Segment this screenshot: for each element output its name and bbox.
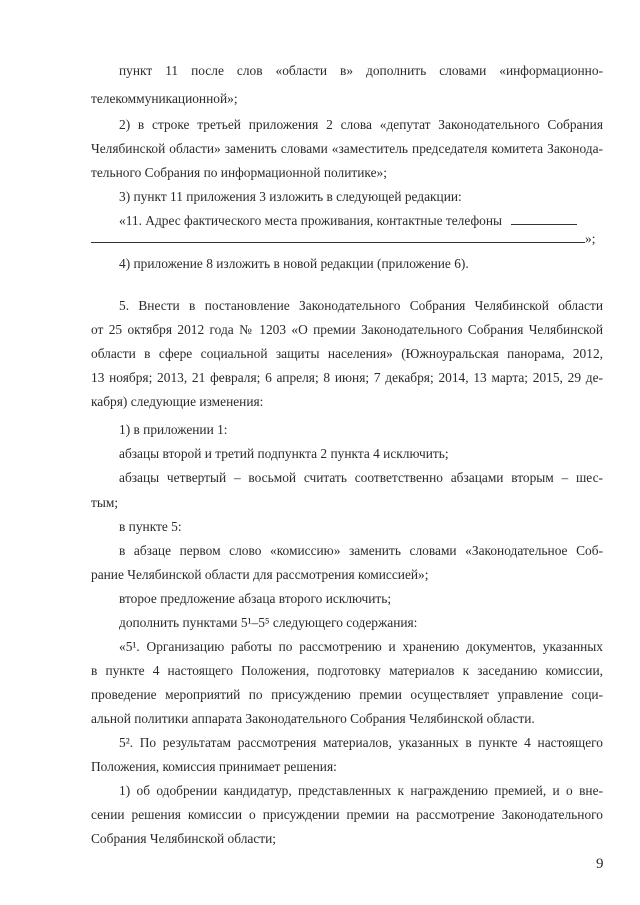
text-line: 1) об одобрении кандидатур, представленных к награждению премией, и о вне-: [119, 783, 603, 798]
text-line: телекоммуникационной»;: [91, 91, 238, 106]
text-line: рание Челябинской области для рассмотрения комиссией»;: [91, 567, 429, 582]
text-line: второе предложение абзаца второго исключить;: [119, 591, 392, 606]
blank-underline: [91, 230, 585, 243]
text-line: 13 ноября; 2013, 21 февраля; 6 апреля; 8 июня; 7 декабря; 2014, 13 марта; 2015, 29 де-: [91, 370, 603, 385]
text-line: 5. Внести в постановление Законодательного Собрания Челябинской области: [119, 298, 603, 313]
blank-underline: [511, 212, 577, 225]
text-line: в пункте 5:: [119, 519, 182, 534]
form-field-line: [91, 230, 595, 247]
text-line: Собрания Челябинской области;: [91, 831, 277, 846]
page-number: 9: [596, 856, 604, 872]
text-line: абзацы второй и третий подпункта 2 пункта 4 исключить;: [119, 446, 449, 461]
text-line: в абзаце первом слово «комиссию» заменить словами «Законодательное Соб-: [119, 543, 603, 558]
text-line: тым;: [91, 495, 119, 510]
form-field-line: [119, 212, 577, 229]
text-line: в пункте 4 настоящего Положения, подготовку материалов к заседанию комиссии,: [91, 663, 603, 678]
text-line: 1) в приложении 1:: [119, 422, 228, 437]
text-line: 2) в строке третьей приложения 2 слова «депутат Законодательного Собрания: [119, 117, 603, 132]
text-line: Челябинской области» заменить словами «заместитель председателя комитета Законода-: [91, 141, 603, 156]
text-line: дополнить пунктами 5¹–5⁵ следующего содержания:: [119, 615, 418, 630]
text-line: сении решения комиссии о присуждении премии на рассмотрение Законодательного: [91, 807, 603, 822]
text-line: абзацы четвертый – восьмой считать соответственно абзацами вторым – шес-: [119, 470, 603, 485]
text-line: кабря) следующие изменения:: [91, 394, 264, 409]
text-line: 5². По результатам рассмотрения материалов, указанных в пункте 4 настоящего: [119, 735, 603, 750]
text-line: 3) пункт 11 приложения 3 изложить в следующей редакции:: [119, 189, 462, 204]
form-field-label: «11. Адрес фактического места проживания, контактные телефоны: [119, 213, 502, 228]
text-line: проведение мероприятий по присуждению премии осуществляет управление соци-: [91, 687, 603, 702]
text-line: тельного Собрания по информационной политике»;: [91, 165, 387, 180]
text-line: «5¹. Организацию работы по рассмотрению и хранению документов, указанных: [119, 639, 603, 654]
text-line: от 25 октября 2012 года № 1203 «О премии Законодательного Собрания Челябинской: [91, 322, 603, 337]
text-line: альной политики аппарата Законодательного Собрания Челябинской области.: [91, 711, 535, 726]
text-line: Положения, комиссия принимает решения:: [91, 759, 337, 774]
text-line: пункт 11 после слов «области в» дополнить словами «информационно-: [119, 63, 603, 78]
text-line: области в сфере социальной защиты населения» (Южноуральская панорама, 2012,: [91, 346, 603, 361]
form-field-end: »;: [585, 231, 596, 246]
text-line: 4) приложение 8 изложить в новой редакции (приложение 6).: [119, 256, 469, 271]
